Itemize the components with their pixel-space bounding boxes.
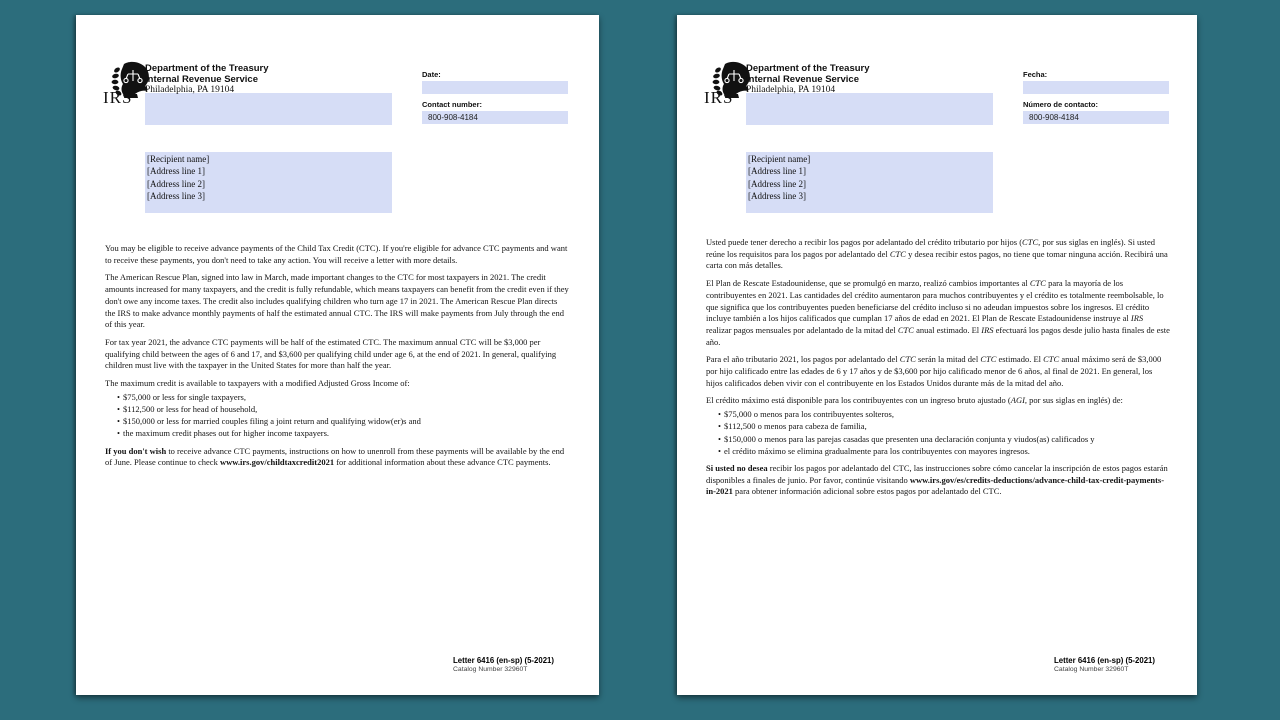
contact-number-field: 800-908-4184: [422, 111, 568, 124]
bullet-item: • $112,500 o menos para cabeza de familia,: [718, 421, 867, 432]
date-field: [422, 81, 568, 94]
footer-letter-number: Letter 6416 (en-sp) (5-2021): [1054, 656, 1155, 665]
bullet-icon: •: [718, 409, 721, 420]
bullet-icon: •: [117, 391, 120, 402]
bullet-item: • $150,000 or less for married couples filing a joint return and qualifying widow(er)s and: [117, 416, 421, 427]
agency-name-line2: Internal Revenue Service: [746, 73, 859, 85]
agency-address: Philadelphia, PA 19104: [145, 85, 235, 95]
agency-name-line1: Department of the Treasury: [746, 63, 870, 74]
header-highlight-field: [746, 93, 993, 125]
recipient-line: [Address line 1]: [748, 166, 806, 177]
recipient-line: [Address line 2]: [748, 178, 806, 189]
irs-logo-text: IRS: [704, 88, 734, 107]
bullet-item: • $75,000 o menos para los contribuyentes solteros,: [718, 409, 894, 420]
paragraph: You may be eligible to receive advance payments of the Child Tax Credit (CTC). If you're eligible for advance CTC payments and want to receive these payments, you don't need to take any action. You will receive a letter with more details.: [105, 243, 568, 265]
agency-header: [746, 64, 870, 96]
bullet-icon: •: [117, 428, 120, 439]
agency-address: Philadelphia, PA 19104: [746, 85, 836, 95]
letter-body: [105, 243, 569, 475]
bullet-icon: •: [718, 445, 721, 456]
contact-number-label: Número de contacto:: [1023, 100, 1099, 109]
letter-footer: [453, 656, 554, 675]
bullet-item: • $150,000 o menos para las parejas casadas que presenten una declaración conjunta y viudos(as) calificados y: [718, 433, 1095, 444]
bullet-icon: •: [718, 433, 721, 444]
recipient-line: [Recipient name]: [748, 154, 811, 164]
recipient-line: [Recipient name]: [147, 154, 210, 164]
bullet-item: • $112,500 or less for head of household,: [117, 403, 258, 414]
recipient-line: [Address line 3]: [147, 191, 205, 202]
recipient-line: [Address line 3]: [748, 191, 806, 202]
letter-body: [706, 237, 1170, 504]
recipient-line: [Address line 1]: [147, 166, 205, 177]
date-field: [1023, 81, 1169, 94]
paragraph: If you don't wish to receive advance CTC payments, instructions on how to unenroll from these payments will be available by the end of June. Please continue to check www.irs.gov/childtaxcredit2021 for additional information about these advance CTC payments.: [105, 445, 565, 468]
recipient-address-block: [746, 152, 993, 213]
letter-info-column: [1023, 70, 1169, 130]
footer-catalog-number: Catalog Number 32960T: [1054, 666, 1129, 673]
bullet-item: • $75,000 or less for single taxpayers,: [117, 391, 246, 402]
letter-info-column: [422, 70, 568, 130]
bullet-list: [706, 408, 1170, 457]
footer-catalog-number: Catalog Number 32960T: [453, 666, 528, 673]
recipient-address-block: [145, 152, 392, 213]
letter-page-english: [76, 15, 599, 695]
bullet-list: [105, 391, 569, 440]
agency-name-line1: Department of the Treasury: [145, 63, 269, 74]
paragraph: Para el año tributario 2021, los pagos por adelantado del CTC serán la mitad del CTC estimado. El CTC anual máximo será de $3,000 por hijo calificado entre las edades de 6 y 17 años y de $3,600 por hijo calificado menor de 6 años, al final de 2021. En general, los hijos calificados deben vivir con el contribuyente en los Estados Unidos durante más de la mitad del año.: [706, 354, 1162, 388]
agency-name-line2: Internal Revenue Service: [145, 73, 258, 85]
bullet-icon: •: [117, 403, 120, 414]
paragraph: For tax year 2021, the advance CTC payments will be half of the estimated CTC. The maximum annual CTC will be $3,000 per qualifying child between the ages of 6 and 17, and $3,600 per qualifying child under age 6, at the end of 2021. In general, qualifying children must live with the taxpayer in the United States for more than half the year.: [105, 336, 557, 371]
date-label: Fecha:: [1023, 70, 1048, 79]
irs-logo-text: IRS: [103, 88, 133, 107]
contact-number-label: Contact number:: [422, 100, 482, 109]
bullet-icon: •: [117, 416, 120, 427]
bullet-icon: •: [718, 421, 721, 432]
paragraph: El Plan de Rescate Estadounidense, que se promulgó en marzo, realizó cambios importantes al CTC para la mayoría de los contribuyentes en 2021. Las cantidades del crédito aumentaron para muchos contribuyentes y el crédito es totalmente reembolsable, lo que significa que los contribuyentes pueden beneficiarse del crédito incluso si no adeudan impuestos sobre los ingresos. El crédito incluye también a los hijos calificados que cumplan 17 años de edad en 2021. El Plan de Rescate Estadounidense instruye al IRS realizar pagos mensuales por adelantado de la mitad del CTC anual estimado. El IRS efectuará los pagos desde julio hasta finales de este año.: [706, 278, 1170, 347]
paragraph: Usted puede tener derecho a recibir los pagos por adelantado del crédito tributario por hijos (CTC, por sus siglas en inglés). Si usted reúne los requisitos para los pagos por adelantado del CTC y desea recibir estos pagos, no tiene que tomar ninguna acción. Recibirá una carta con más detalles.: [706, 237, 1168, 271]
paragraph: The American Rescue Plan, signed into law in March, made important changes to the CTC for most taxpayers in 2021. The credit amounts increased for many taxpayers, and the credit is fully refundable, which means taxpayers can benefit from the credit even if they don't owe any income taxes. The credit also includes qualifying children who turn age 17 in 2021. The American Rescue Plan directs the IRS to make advance monthly payments of half the estimated annual CTC. The IRS will make payments from July through the end of this year.: [105, 272, 569, 330]
letter-footer: [1054, 656, 1155, 675]
bullet-item: • el crédito máximo se elimina gradualmente para los contribuyentes con mayores ingresos.: [718, 445, 1030, 456]
paragraph: Si usted no desea recibir los pagos por adelantado del CTC, las instrucciones sobre cómo cancelar la inscripción de estos pagos estarán disponibles a finales de junio. Por favor, continúe visitando www.irs.gov/es/credits-deductions/advance-child-tax-credit-payments-in-2021 para obtener información adicional sobre estos pagos por adelantado del CTC.: [706, 462, 1168, 497]
bullet-item: • the maximum credit phases out for higher income taxpayers.: [117, 428, 330, 439]
paragraph: The maximum credit is available to taxpayers with a modified Adjusted Gross Income of:: [105, 378, 410, 389]
date-label: Date:: [422, 70, 441, 79]
header-highlight-field: [145, 93, 392, 125]
contact-number-field: 800-908-4184: [1023, 111, 1169, 124]
footer-letter-number: Letter 6416 (en-sp) (5-2021): [453, 656, 554, 665]
recipient-line: [Address line 2]: [147, 178, 205, 189]
letter-page-spanish: [677, 15, 1197, 695]
paragraph: El crédito máximo está disponible para los contribuyentes con un ingreso bruto ajustado (AGI, por sus siglas en inglés) de:: [706, 395, 1123, 406]
agency-header: [145, 64, 269, 96]
